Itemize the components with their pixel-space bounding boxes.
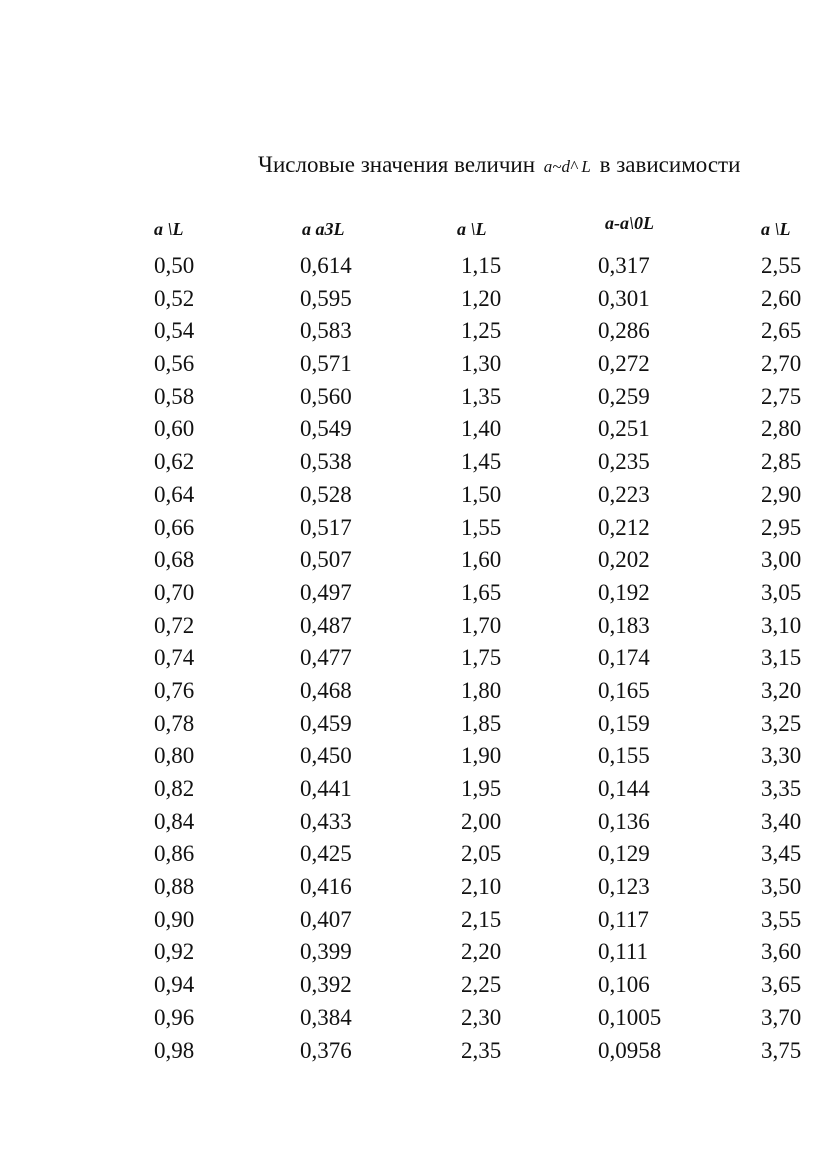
table-title (258, 151, 740, 181)
table-cell: 0,560 (300, 383, 352, 409)
title-text-before: Числовые значения величин (258, 152, 536, 177)
table-cell: 0,549 (300, 416, 352, 442)
column-header-4: a-a\0L (605, 213, 654, 233)
table-cell: 2,10 (461, 874, 502, 900)
table-cell: 0,54 (154, 318, 195, 344)
table-cell: 0,433 (300, 808, 352, 834)
table-cell: 0,82 (154, 776, 195, 801)
table-cell: 3,10 (761, 612, 802, 638)
table-cell: 1,25 (461, 318, 502, 344)
table-cell: 2,25 (461, 972, 502, 998)
column-header-5: a \L (761, 219, 791, 239)
table-cell: 2,95 (761, 514, 802, 540)
table-cell: 0,376 (300, 1037, 352, 1063)
column-header-2: a a3L (302, 219, 345, 239)
table-cell: 3,70 (761, 1004, 802, 1030)
table-cell: 0,94 (154, 972, 195, 998)
table-cell: 0,117 (598, 906, 649, 932)
column-header-3: a \L (457, 219, 487, 239)
table-cell: 0,90 (154, 906, 195, 932)
table-cell: 1,45 (461, 449, 502, 475)
table-cell: 0,507 (300, 547, 352, 573)
table-cell: 0,259 (598, 383, 650, 409)
table-cell: 0,301 (598, 285, 650, 311)
table-cell: 2,70 (761, 351, 802, 377)
table-cell: 0,165 (598, 677, 650, 703)
table-cell: 0,78 (154, 710, 195, 736)
table-cell: 1,80 (461, 677, 502, 703)
table-cell: 0,538 (300, 449, 352, 475)
table-cell: 2,15 (461, 906, 502, 932)
table-cell: 1,50 (461, 481, 502, 507)
table-cell: 3,40 (761, 808, 802, 834)
table-cell: 0,212 (598, 514, 650, 540)
table-cell: 3,15 (761, 645, 802, 671)
table-cell: 0,70 (154, 579, 195, 605)
table-cell: 2,00 (461, 808, 502, 834)
table-cell: 0,571 (300, 351, 352, 377)
table-cell: 0,459 (300, 710, 352, 736)
table-cell: 1,65 (461, 579, 502, 605)
table-cell: 3,65 (761, 972, 802, 998)
table-cell: 0,64 (154, 481, 195, 507)
table-cell: 0,88 (154, 874, 195, 900)
table-cell: 3,60 (761, 939, 802, 965)
table-cell: 0,174 (598, 645, 650, 671)
table-cell: 3,30 (761, 743, 802, 769)
table-cell: 0,399 (300, 939, 352, 965)
table-cell: 0,106 (598, 972, 650, 998)
table-cell: 0,497 (300, 579, 352, 605)
table-cell: 3,55 (761, 906, 802, 932)
table-cell: 0,317 (598, 253, 650, 278)
table-cell: 0,487 (300, 612, 352, 638)
table-cell: 0,76 (154, 677, 195, 703)
table-column-2 (300, 250, 352, 1067)
table-cell: 0,425 (300, 841, 352, 867)
table-column-1 (154, 250, 194, 1067)
table-cell: 0,392 (300, 972, 352, 998)
table-cell: 0,202 (598, 547, 650, 573)
table-cell: 2,65 (761, 318, 802, 344)
table-cell: 0,450 (300, 743, 352, 769)
title-text-after: в зависимости (599, 152, 741, 177)
table-cell: 0,136 (598, 808, 650, 834)
table-cell: 0,407 (300, 906, 352, 932)
table-cell: 2,75 (761, 383, 802, 409)
table-cell: 0,68 (154, 547, 195, 573)
table-cell: 0,50 (154, 253, 195, 278)
table-cell: 0,144 (598, 776, 650, 801)
table-cell: 2,90 (761, 481, 802, 507)
table-cell: 1,20 (461, 285, 502, 311)
table-cell: 3,50 (761, 874, 802, 900)
table-cell: 1,75 (461, 645, 502, 671)
table-cell: 3,05 (761, 579, 802, 605)
table-cell: 0,384 (300, 1004, 352, 1030)
table-cell: 3,75 (761, 1037, 802, 1063)
table-cell: 0,86 (154, 841, 195, 867)
table-cell: 0,62 (154, 449, 195, 475)
table-cell: 0,80 (154, 743, 195, 769)
table-cell: 1,55 (461, 514, 502, 540)
table-cell: 1,30 (461, 351, 502, 377)
table-cell: 2,30 (461, 1004, 502, 1030)
table-cell: 0,251 (598, 416, 650, 442)
table-cell: 0,52 (154, 285, 195, 311)
table-cell: 1,90 (461, 743, 502, 769)
table-cell: 0,56 (154, 351, 195, 377)
table-cell: 0,66 (154, 514, 195, 540)
table-cell: 0,159 (598, 710, 650, 736)
table-cell: 2,05 (461, 841, 502, 867)
table-cell: 2,55 (761, 253, 802, 278)
table-cell: 1,60 (461, 547, 502, 573)
table-cell: 0,96 (154, 1004, 195, 1030)
table-cell: 2,85 (761, 449, 802, 475)
table-cell: 2,20 (461, 939, 502, 965)
table-cell: 1,70 (461, 612, 502, 638)
table-column-3 (461, 250, 501, 1067)
table-cell: 3,35 (761, 776, 802, 801)
table-cell: 0,111 (598, 939, 649, 965)
table-cell: 2,35 (461, 1037, 502, 1063)
table-cell: 1,95 (461, 776, 502, 801)
table-cell: 3,25 (761, 710, 802, 736)
table-cell: 0,595 (300, 285, 352, 311)
table-cell: 0,614 (300, 253, 352, 278)
title-formula: a~d^ L (543, 157, 591, 176)
table-cell: 0,272 (598, 351, 650, 377)
table-cell: 0,517 (300, 514, 352, 540)
table-cell: 0,98 (154, 1037, 195, 1063)
table-cell: 0,441 (300, 776, 352, 801)
table-column-5 (761, 250, 801, 1067)
table-cell: 0,60 (154, 416, 195, 442)
column-header-1: a \L (154, 219, 184, 239)
table-cell: 0,72 (154, 612, 195, 638)
table-cell: 0,92 (154, 939, 195, 965)
table-cell: 0,192 (598, 579, 650, 605)
table-cell: 0,123 (598, 874, 650, 900)
table-cell: 0,235 (598, 449, 650, 475)
table-cell: 1,15 (461, 253, 502, 278)
table-cell: 0,129 (598, 841, 650, 867)
table-cell: 0,583 (300, 318, 352, 344)
table-cell: 0,74 (154, 645, 195, 671)
table-cell: 1,35 (461, 383, 502, 409)
table-cell: 2,60 (761, 285, 802, 311)
table-cell: 0,286 (598, 318, 650, 344)
table-cell: 0,155 (598, 743, 650, 769)
table-cell: 0,84 (154, 808, 195, 834)
table-cell: 0,1005 (598, 1004, 662, 1030)
table-cell: 0,528 (300, 481, 352, 507)
table-cell: 1,85 (461, 710, 502, 736)
table-cell: 0,468 (300, 677, 352, 703)
table-cell: 3,45 (761, 841, 802, 867)
table-cell: 0,0958 (598, 1037, 662, 1063)
table-cell: 0,183 (598, 612, 650, 638)
table-cell: 0,58 (154, 383, 195, 409)
table-cell: 0,477 (300, 645, 352, 671)
table-cell: 2,80 (761, 416, 802, 442)
table-cell: 1,40 (461, 416, 502, 442)
table-cell: 0,223 (598, 481, 650, 507)
table-cell: 3,20 (761, 677, 802, 703)
table-cell: 3,00 (761, 547, 802, 573)
table-cell: 0,416 (300, 874, 352, 900)
table-column-4 (598, 250, 661, 1067)
